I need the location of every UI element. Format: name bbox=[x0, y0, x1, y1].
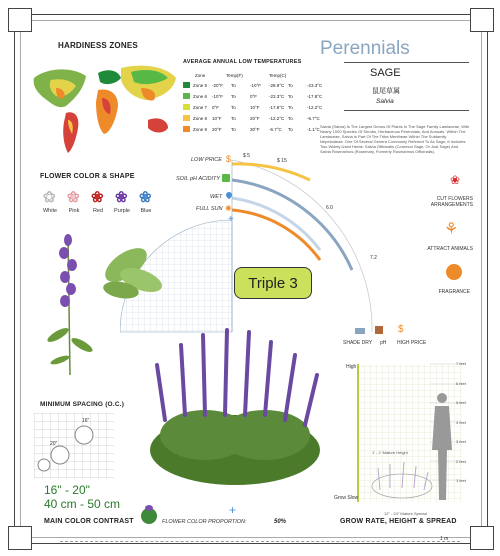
ph-high-value: 7.2 bbox=[370, 255, 377, 261]
high-price-label: HIGH PRICE bbox=[397, 340, 427, 346]
tempc-header: Temp(C) bbox=[269, 73, 287, 78]
grow-slow-label: Grow Slow bbox=[334, 495, 359, 501]
zone-swatch bbox=[183, 82, 190, 88]
spacing-inner-20: 20" bbox=[50, 441, 58, 447]
feet-label: 5 feet bbox=[456, 400, 467, 405]
zone-to: To bbox=[288, 82, 293, 88]
zone-f-to: 30°F bbox=[250, 126, 260, 132]
tulip-icon: ❀ bbox=[450, 173, 461, 187]
zone-to: To bbox=[231, 104, 236, 110]
temperatures-subtitle: AVERAGE ANNUAL LOW TEMPERATURES bbox=[183, 59, 302, 65]
growth-chart bbox=[340, 360, 472, 505]
zone-c-to: -23.3°C bbox=[307, 82, 323, 88]
proportion-label: FLOWER COLOR PROPORTION: bbox=[162, 519, 247, 525]
footer-ruler bbox=[60, 541, 460, 542]
spacing-inner-16: 16" bbox=[82, 418, 90, 424]
flower-shape-icon: ❀ bbox=[115, 189, 128, 206]
feet-label: 2 feet bbox=[456, 458, 467, 464]
zone-name: Zone 7 bbox=[193, 104, 208, 110]
fragrance-label: FRAGRANCE bbox=[438, 289, 470, 295]
zone-c-to: -12.2°C bbox=[307, 104, 323, 110]
zone-row bbox=[183, 104, 323, 110]
cut-flowers-label: CUT FLOWERS ARRANGEMENTS bbox=[430, 196, 473, 208]
zone-to: To bbox=[231, 82, 236, 88]
zone-to: To bbox=[231, 126, 236, 132]
spacing-diagram bbox=[34, 413, 114, 478]
tempf-header: Temp(F) bbox=[226, 73, 243, 78]
flower-color-label: Purple bbox=[114, 208, 130, 214]
plant-description: Salvia (Salvia) Is The Largest Genus Of Plants In The Sage Family Lamiaceae, With Nearly 1000 Species Of Shrubs, Herbaceous Perennials, And Annuals. Within The Lamiaceae, Salvia Is Part Of The Tribe Mentheae Within The Subfamily Nepetoideae. One Of Several Genera Commonly Referred To As Sage, It Includes Two Widely Used Herbs: Salvia Officinalis (Common Sage, Or Just Sage) And Salvia Rosmarinus (Rosemary, Formerly Rosmarinus Officinalis). bbox=[320, 124, 470, 154]
ph-cube-icon bbox=[375, 326, 383, 334]
growth-title: GROW RATE, HEIGHT & SPREAD bbox=[340, 518, 457, 525]
feet-label: 6 feet bbox=[456, 380, 467, 386]
growth-high-label: High bbox=[346, 364, 357, 370]
butterfly-icon: ⚘ bbox=[444, 221, 459, 238]
zone-to: To bbox=[288, 93, 293, 99]
mature-spread-label: 12" - 24" Mature Spread bbox=[384, 511, 427, 516]
zone-name: Zone 8 bbox=[193, 115, 208, 121]
zone-c-to: -17.8°C bbox=[307, 93, 323, 99]
fragrance-icon bbox=[446, 264, 462, 280]
zone-to: To bbox=[288, 126, 293, 132]
soil-cube-icon bbox=[222, 174, 230, 182]
zone-row bbox=[183, 115, 323, 121]
plant-latin: Salvia bbox=[376, 98, 394, 105]
contrast-flower-icon bbox=[145, 505, 153, 511]
corner-ornament bbox=[8, 526, 32, 550]
zone-f-to: -10°F bbox=[250, 82, 262, 88]
zone-c-to: -6.7°C bbox=[307, 115, 320, 121]
full-sun-label: FULL SUN bbox=[196, 206, 223, 212]
feet-label: 4 feet bbox=[456, 419, 467, 425]
name-divider bbox=[344, 62, 469, 63]
zone-f-to: 10°F bbox=[250, 104, 260, 110]
attract-animals-label: ATTRACT ANIMALS bbox=[427, 246, 473, 252]
zone-c-to: -1.1°C bbox=[307, 126, 320, 132]
zone-to: To bbox=[288, 115, 293, 121]
sage-leaves-illustration bbox=[96, 240, 166, 310]
ph-low-value: 6.0 bbox=[326, 205, 333, 211]
zone-header bbox=[195, 73, 205, 78]
zone-swatch bbox=[183, 104, 190, 110]
zone-to: To bbox=[288, 104, 293, 110]
flower-color-title: FLOWER COLOR & SHAPE bbox=[40, 173, 135, 180]
zone-col-header: Zone bbox=[195, 73, 206, 78]
zone-name: Zone 6 bbox=[193, 93, 208, 99]
flower-shape-icon: ❀ bbox=[91, 189, 104, 206]
zone-f-from: 10°F bbox=[212, 115, 222, 121]
flower-color-label: White bbox=[42, 208, 58, 214]
zone-to: To bbox=[231, 93, 236, 99]
zone-row bbox=[183, 82, 323, 88]
sun-icon: ✺ bbox=[225, 204, 232, 213]
corner-ornament bbox=[470, 526, 494, 550]
shade-icon bbox=[355, 328, 365, 334]
flower-shape-icon: ❀ bbox=[139, 189, 152, 206]
zone-swatch bbox=[183, 115, 190, 121]
zone-f-from: 20°F bbox=[212, 126, 222, 132]
low-price-label: LOW PRICE bbox=[191, 157, 222, 163]
flower-shape-icon: ❀ bbox=[67, 189, 80, 206]
zone-c-from: -6.7°C bbox=[269, 126, 282, 132]
price-high-value: $ 15 bbox=[277, 158, 287, 164]
zone-c-from: -12.2°C bbox=[269, 115, 285, 121]
zone-f-from: -20°F bbox=[212, 82, 224, 88]
spacing-title: MINIMUM SPACING (O.C.) bbox=[40, 401, 125, 408]
feet-label: 1 feet bbox=[456, 478, 467, 483]
mature-height-label: 1' - 2' Mature Height bbox=[372, 450, 408, 455]
spacing-metric: 40 cm - 50 cm bbox=[44, 497, 121, 511]
zone-f-from: 0°F bbox=[212, 104, 220, 110]
dollar-icon: $ bbox=[226, 154, 232, 164]
feet-label: 3 feet bbox=[456, 439, 467, 444]
proportion-value: 50% bbox=[274, 519, 287, 525]
flower-color-label: Pink bbox=[68, 208, 80, 214]
feet-label: 7 feet bbox=[456, 361, 467, 366]
zone-c-from: -17.8°C bbox=[269, 104, 285, 110]
crosshair-icon: + bbox=[228, 214, 234, 225]
category-title: Perennials bbox=[320, 38, 410, 59]
price-low-value: $ 5 bbox=[243, 153, 250, 159]
crosshair-bottom-icon: + bbox=[229, 503, 237, 517]
flower-color-label: Red bbox=[92, 208, 104, 214]
zone-c-from: -28.9°C bbox=[269, 82, 285, 88]
sage-bush-illustration bbox=[135, 320, 335, 490]
ph-label: pH bbox=[380, 340, 387, 346]
contrast-title: MAIN COLOR CONTRAST bbox=[44, 518, 134, 525]
zone-f-to: 0°F bbox=[250, 93, 258, 99]
zone-c-from: -23.3°C bbox=[269, 93, 285, 99]
plant-name: SAGE bbox=[370, 67, 401, 79]
spacing-imperial: 16" - 20" bbox=[44, 483, 90, 497]
flower-color-label: Blue bbox=[140, 208, 152, 214]
shade-dry-label: SHADE DRY bbox=[343, 340, 373, 346]
zone-row bbox=[183, 126, 323, 132]
corner-ornament bbox=[470, 8, 494, 32]
hardiness-title: HARDINESS ZONES bbox=[58, 41, 138, 50]
plant-chinese: 鼠尾草属 bbox=[372, 88, 400, 95]
zone-name: Zone 9 bbox=[193, 126, 208, 132]
latin-divider bbox=[344, 110, 469, 111]
wet-label: WET bbox=[210, 194, 223, 200]
triple-badge: Triple 3 bbox=[234, 267, 312, 299]
high-price-dollar-icon: $ bbox=[398, 324, 404, 335]
zone-name: Zone 5 bbox=[193, 82, 208, 88]
soil-ph-label: SOIL pH ACIDITY bbox=[176, 176, 221, 182]
zone-f-to: 20°F bbox=[250, 115, 260, 121]
zone-to: To bbox=[231, 115, 236, 121]
zone-swatch bbox=[183, 93, 190, 99]
zone-swatch bbox=[183, 126, 190, 132]
corner-ornament bbox=[8, 8, 32, 32]
footer-unit: 1 m bbox=[440, 536, 449, 542]
zone-f-from: -10°F bbox=[212, 93, 224, 99]
zone-row bbox=[183, 93, 323, 99]
flower-shape-icon: ❀ bbox=[43, 189, 56, 206]
